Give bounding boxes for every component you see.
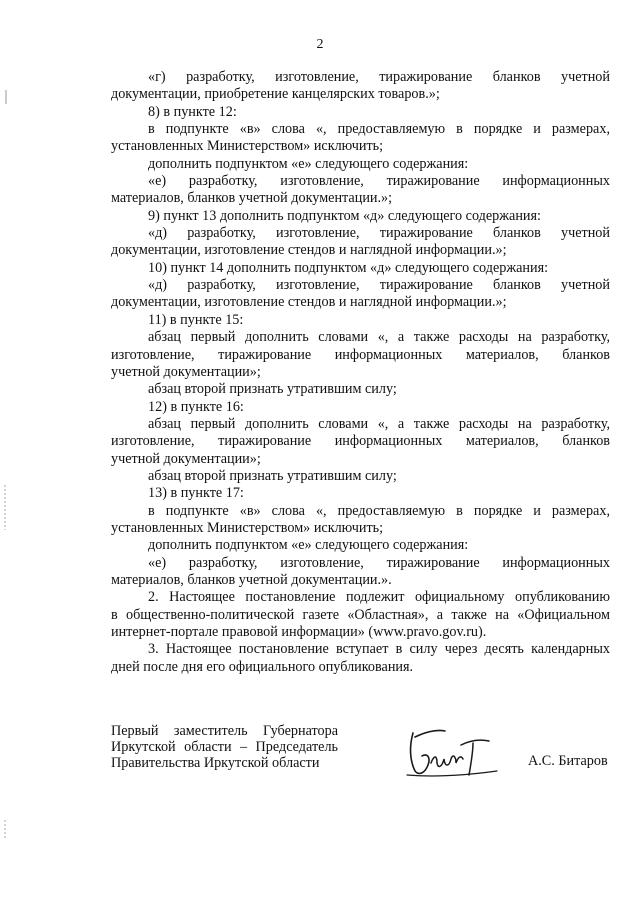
text-line: 12) в пункте 16:: [148, 398, 244, 415]
text-line: в подпункте «в» слова «, предоставляемую в порядке и размерах,: [148, 502, 610, 519]
text-line: установленных Министерством» исключить;: [111, 519, 384, 536]
text-line: изготовление, тиражирование информационных материалов, бланков: [111, 346, 610, 363]
text-line: документации, приобретение канцелярских товаров.»;: [111, 86, 440, 103]
signatory-position-line: Иркутской области – Председатель: [111, 739, 338, 755]
text-line: дней после дня его официального опубликования.: [111, 658, 414, 675]
signature-block: [111, 723, 611, 783]
text-line: 2. Настоящее постановление подлежит официальному опубликованию: [148, 589, 610, 606]
text-line: «е) разработку, изготовление, тиражирование информационных: [148, 554, 610, 571]
signatory-name: А.С. Битаров: [528, 753, 608, 769]
text-line: «е) разработку, изготовление, тиражирование информационных: [148, 173, 610, 190]
text-line: в подпункте «в» слова «, предоставляемую в порядке и размерах,: [148, 121, 610, 138]
text-line: абзац первый дополнить словами «, а также расходы на разработку,: [148, 329, 610, 346]
handwritten-signature: [401, 723, 511, 783]
text-line: дополнить подпунктом «е» следующего содержания:: [148, 537, 469, 554]
text-line: 8) в пункте 12:: [148, 103, 237, 120]
signatory-position-line: Первый заместитель Губернатора: [111, 723, 338, 739]
text-line: дополнить подпунктом «е» следующего содержания:: [148, 155, 469, 172]
document-body: [111, 69, 610, 676]
text-line: документации, изготовление стендов и наглядной информации.»;: [111, 294, 507, 311]
text-line: «д) разработку, изготовление, тиражирование бланков учетной: [148, 277, 610, 294]
signatory-position-line: Правительства Иркутской области: [111, 755, 320, 771]
text-line: документации, изготовление стендов и наглядной информации.»;: [111, 242, 507, 259]
text-line: учетной документации»;: [111, 363, 261, 380]
text-line: абзац второй признать утратившим силу;: [148, 467, 397, 484]
text-line: установленных Министерством» исключить;: [111, 138, 384, 155]
text-line: 11) в пункте 15:: [148, 311, 244, 328]
text-line: абзац второй признать утратившим силу;: [148, 381, 397, 398]
text-line: «г) разработку, изготовление, тиражирование бланков учетной: [148, 69, 610, 85]
text-line: 3. Настоящее постановление вступает в силу через десять календарных: [148, 641, 610, 658]
text-line: «д) разработку, изготовление, тиражирование бланков учетной: [148, 225, 610, 242]
text-line: в общественно-политической газете «Областная», а также на «Официальном: [111, 606, 610, 623]
text-line: 9) пункт 13 дополнить подпунктом «д» следующего содержания:: [148, 207, 541, 224]
text-line: учетной документации»;: [111, 450, 261, 467]
scan-margin-marks: [0, 0, 10, 905]
text-line: 13) в пункте 17:: [148, 485, 244, 502]
text-line: абзац первый дополнить словами «, а также расходы на разработку,: [148, 415, 610, 432]
text-line: изготовление, тиражирование информационных материалов, бланков: [111, 433, 610, 450]
page-number: 2: [316, 37, 324, 52]
text-line: 10) пункт 14 дополнить подпунктом «д» следующего содержания:: [148, 259, 549, 276]
text-line: материалов, бланков учетной документации.».: [111, 571, 392, 588]
text-line: материалов, бланков учетной документации.»;: [111, 190, 393, 207]
text-line: интернет-портале правовой информации» (www.pravo.gov.ru).: [111, 624, 487, 640]
